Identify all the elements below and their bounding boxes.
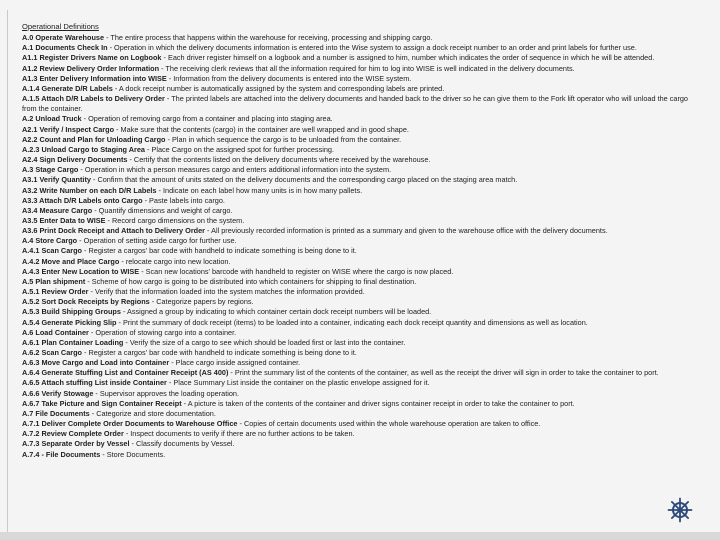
definition-term: A3.1 Verify Quantity <box>22 175 91 185</box>
definition-term: A2.2 Count and Plan for Unloading Cargo <box>22 134 166 144</box>
definition-text: - Copies of certain documents used within the whole warehouse operation are taken to office. <box>237 419 541 429</box>
definition-entry <box>22 145 690 155</box>
definition-term: A3.3 Attach D/R Labels onto Cargo <box>22 195 143 205</box>
definition-text: - Classify documents by Vessel. <box>129 439 235 449</box>
definition-text: - Verify that the information loaded into the system matches the information provided. <box>88 287 365 297</box>
definition-term: A.7 File Documents <box>22 408 90 418</box>
definition-text: - Print the summary of dock receipt (items) to be loaded into a container, indicating each dock receipt quantity and dimensions as well as location. <box>116 317 588 327</box>
definition-text: - Categorize papers by regions. <box>149 297 254 307</box>
definition-term: A.5.3 Build Shipping Groups <box>22 307 121 317</box>
definition-entry <box>22 206 690 216</box>
definition-entry <box>22 450 690 460</box>
definition-text: - Store Documents. <box>100 449 166 459</box>
definition-entry <box>22 368 690 378</box>
definition-text: - Record cargo dimensions on the system. <box>105 215 245 225</box>
footer-band <box>0 532 720 540</box>
definition-entry <box>22 125 690 135</box>
definition-entry <box>22 257 690 267</box>
definition-term: A1.3 Enter Delivery Information into WISE <box>22 73 167 83</box>
definition-term: A.5.2 Sort Dock Receipts by Regions <box>22 297 150 307</box>
definition-text: - The printed labels are attached into the delivery documents and handed back to the driver so he can give them to the Fork lift operator who will unload the cargo from the container. <box>22 94 688 114</box>
definition-entry <box>22 419 690 429</box>
definition-term: A.4 Store Cargo <box>22 236 78 246</box>
definition-text: - Quantify dimensions and weight of cargo. <box>92 205 233 215</box>
definition-term: A.5 Plan shipment <box>22 276 86 286</box>
definition-text: - Operation of stowing cargo into a container. <box>88 327 237 337</box>
definition-entry <box>22 165 690 175</box>
definition-text: - Operation in which the delivery documents information is entered into the Wise system to assign a dock receipt number to an order and print labels for further use. <box>107 43 637 53</box>
definition-entry <box>22 84 690 94</box>
definition-entry <box>22 64 690 74</box>
definition-term: A2.1 Verify / Inspect Cargo <box>22 124 115 134</box>
definition-text: - Assigned a group by indicating to which container certain dock receipt numbers will be loaded. <box>120 307 432 317</box>
definition-entry <box>22 186 690 196</box>
definition-term: A.0 Operate Warehouse <box>22 33 105 43</box>
definition-text: - Operation of setting aside cargo for further use. <box>77 236 237 246</box>
definition-term: A.1.5 Attach D/R Labels to Delivery Order <box>22 94 165 104</box>
definition-term: A.1 Documents Check In <box>22 43 108 53</box>
definition-term: A.2 Unload Truck <box>22 114 82 124</box>
definition-entry <box>22 246 690 256</box>
definition-entry <box>22 236 690 246</box>
definition-text: - Make sure that the contents (cargo) in the container are well wrapped and in good shape. <box>114 124 409 134</box>
definition-entry <box>22 114 690 124</box>
definition-term: A.7.1 Deliver Complete Order Documents to Warehouse Office <box>22 419 238 429</box>
definition-term: A2.4 Sign Delivery Documents <box>22 155 128 165</box>
definition-text: - Categorize and store documentation. <box>89 408 216 418</box>
definition-text: - Indicate on each label how many units is in how many pallets. <box>156 185 363 195</box>
definition-entry <box>22 399 690 409</box>
definition-entry <box>22 94 690 114</box>
definition-text: - relocate cargo into new location. <box>119 256 231 266</box>
definition-term: A.7.4 - File Documents <box>22 449 101 459</box>
definition-entry <box>22 196 690 206</box>
definition-text: - Register a cargos' bar code with handheld to indicate something is being done to it. <box>82 246 357 256</box>
page-title: Operational Definitions <box>22 22 99 31</box>
definition-term: A.2.3 Unload Cargo to Staging Area <box>22 144 145 154</box>
definition-term: A.4.3 Enter New Location to WISE <box>22 266 140 276</box>
definition-entry <box>22 135 690 145</box>
definition-text: - Confirm that the amount of units stated on the delivery documents and the corresponding cargo placed on the staging area match. <box>90 175 518 185</box>
definition-term: A.6.7 Take Picture and Sign Container Receipt <box>22 398 182 408</box>
definition-term: A.1.4 Generate D/R Labels <box>22 83 113 93</box>
definition-entry <box>22 226 690 236</box>
definition-text: - Place Summary List inside the container on the plastic envelope assigned for it. <box>166 378 430 388</box>
definition-entry <box>22 358 690 368</box>
definition-text: - The entire process that happens within the warehouse for receiving, processing and shipping cargo. <box>104 33 433 43</box>
definition-term: A.5.4 Generate Picking Slip <box>22 317 117 327</box>
definition-text: - All previously recorded information is printed as a summary and given to the warehouse office with the delivery documents. <box>205 226 608 236</box>
definition-term: A1.2 Review Delivery Order Information <box>22 63 160 73</box>
definition-entry <box>22 287 690 297</box>
definition-term: A.5.1 Review Order <box>22 287 89 297</box>
definition-term: A.7.3 Separate Order by Vessel <box>22 439 130 449</box>
definition-text: - Paste labels into cargo. <box>142 195 225 205</box>
definitions-list <box>22 33 690 460</box>
definition-entry <box>22 33 690 43</box>
definition-term: A.7.2 Review Complete Order <box>22 429 124 439</box>
definition-term: A.4.2 Move and Place Cargo <box>22 256 120 266</box>
definition-text: - Operation in which a person measures cargo and enters additional information into the system. <box>78 165 392 175</box>
definition-text: - Scheme of how cargo is going to be distributed into which containers for shipping to final destination. <box>85 276 417 286</box>
definition-term: A3.2 Write Number on each D/R Labels <box>22 185 157 195</box>
definition-term: A.3 Stage Cargo <box>22 165 79 175</box>
definition-entry <box>22 338 690 348</box>
definition-text: - Certify that the contents listed on the delivery documents where received by the warehouse. <box>127 155 431 165</box>
definition-text: - Plan in which sequence the cargo is to be unloaded from the container. <box>165 134 402 144</box>
definition-text: - A dock receipt number is automatically assigned by the system and corresponding labels are printed. <box>112 83 445 93</box>
definition-entry <box>22 318 690 328</box>
definition-term: A.6.2 Scan Cargo <box>22 348 83 357</box>
definition-entry <box>22 216 690 226</box>
definition-text: - Supervisor approves the loading operation. <box>93 388 240 398</box>
definition-term: A1.1 Register Drivers Name on Logbook <box>22 53 162 63</box>
definition-term: A.6 Load Container <box>22 327 89 337</box>
definition-text: - The receiving clerk reviews that all the information required for him to log into WISE is well indicated in the delivery documents. <box>159 63 575 73</box>
definition-entry <box>22 74 690 84</box>
definition-entry <box>22 277 690 287</box>
definition-text: - Print the summary list of the contents of the container, as well as the receipt the driver will sign in order to take the container to port. <box>228 368 659 378</box>
definition-term: A.6.4 Generate Stuffing List and Container Receipt (AS 400) <box>22 368 229 378</box>
definition-entry <box>22 439 690 449</box>
definition-entry <box>22 53 690 63</box>
definition-text: - Inspect documents to verify if there are no further actions to be taken. <box>123 429 355 439</box>
definition-entry <box>22 175 690 185</box>
definition-text: - Verify the size of a cargo to see which should be loaded first or last into the container. <box>123 337 406 347</box>
definition-entry <box>22 389 690 399</box>
definition-term: A.6.6 Verify Stowage <box>22 388 94 398</box>
definition-text: - Place cargo inside assigned container. <box>169 358 301 368</box>
definition-text: - A picture is taken of the contents of the container and driver signs container receipt in order to take the container to port. <box>181 398 575 408</box>
definition-entry <box>22 409 690 419</box>
definition-term: A3.6 Print Dock Receipt and Attach to Delivery Order <box>22 226 206 236</box>
definition-text: - Place Cargo on the assigned spot for further processing. <box>144 144 334 154</box>
ships-wheel-icon <box>667 497 693 523</box>
definition-text: - Register a cargos' bar code with handheld to indicate something is being done to it. <box>82 348 357 357</box>
definition-term: A3.4 Measure Cargo <box>22 205 93 215</box>
definition-text: - Each driver register himself on a logbook and a number is assigned to him, number which indicates the order of sequence in which he will be attended. <box>161 53 655 63</box>
definition-entry <box>22 328 690 338</box>
definition-text: - Information from the delivery documents is entered into the WISE system. <box>166 73 412 83</box>
definition-term: A.4.1 Scan Cargo <box>22 246 83 256</box>
definition-term: A3.5 Enter Data to WISE <box>22 215 106 225</box>
left-divider <box>7 10 8 532</box>
definition-entry <box>22 348 690 358</box>
definition-entry <box>22 43 690 53</box>
definition-entry <box>22 297 690 307</box>
definition-entry <box>22 378 690 388</box>
definitions-document <box>22 22 690 460</box>
definition-term: A.6.1 Plan Container Loading <box>22 337 124 347</box>
definition-entry <box>22 429 690 439</box>
definition-entry <box>22 155 690 165</box>
definition-term: A.6.5 Attach stuffing List inside Container <box>22 378 167 388</box>
definition-term: A.6.3 Move Cargo and Load into Container <box>22 358 170 368</box>
definition-entry <box>22 307 690 317</box>
definition-entry <box>22 267 690 277</box>
definition-text: - Scan new locations' barcode with handheld to register on WISE where the cargo is now placed. <box>139 266 454 276</box>
definition-text: - Operation of removing cargo from a container and placing into staging area. <box>81 114 333 124</box>
